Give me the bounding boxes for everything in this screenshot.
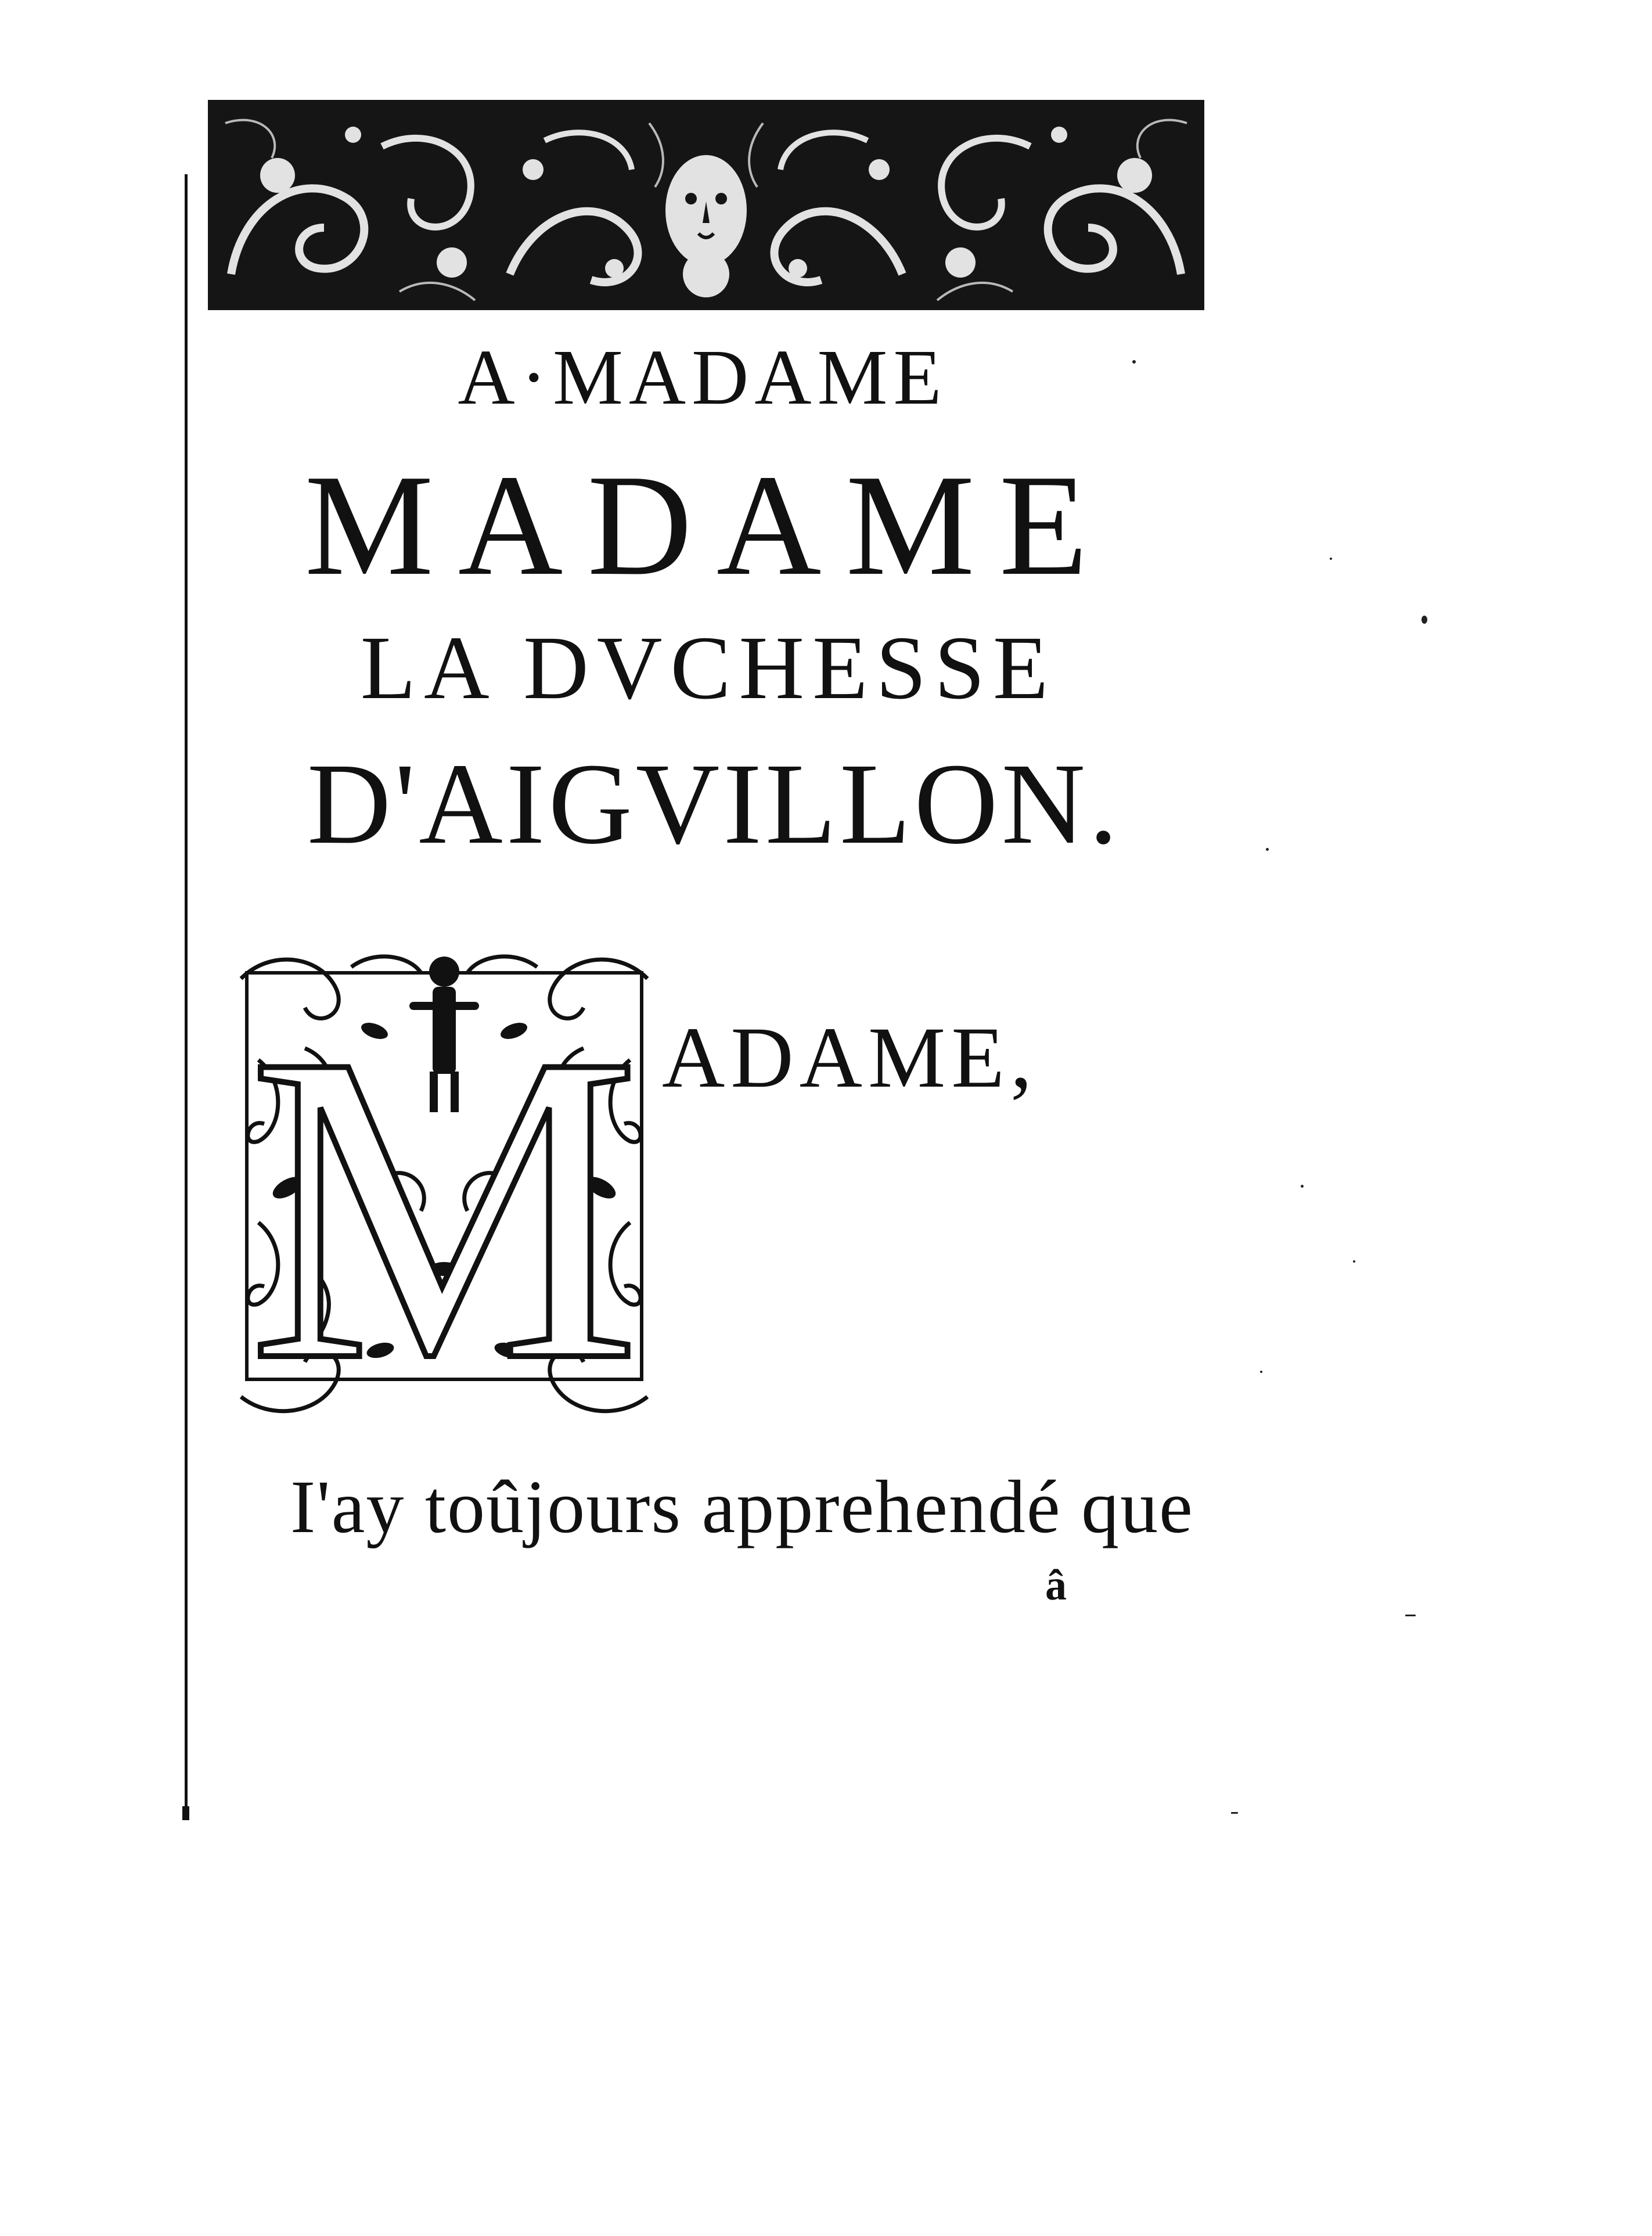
ornamental-headpiece-icon bbox=[208, 100, 1204, 310]
ink-speck bbox=[1421, 616, 1427, 624]
ink-speck bbox=[1266, 848, 1269, 851]
ink-speck bbox=[1260, 1371, 1262, 1373]
title-line-1: A·MADAME bbox=[458, 334, 948, 421]
title-line-4: D'AIGVILLON. bbox=[307, 740, 1122, 868]
ink-speck bbox=[1132, 360, 1136, 364]
gutter-rule bbox=[185, 174, 188, 1818]
title-line-3: LA DVCHESSE bbox=[360, 617, 1057, 718]
ink-speck bbox=[1405, 1615, 1416, 1616]
salutation: ADAME, bbox=[662, 1009, 1038, 1106]
gutter-mark bbox=[182, 1806, 189, 1820]
ink-speck bbox=[1330, 558, 1332, 560]
body-text-line: I'ay toûjours apprehendé que bbox=[290, 1465, 1194, 1549]
ink-speck bbox=[1353, 1260, 1355, 1263]
ink-speck bbox=[1231, 1812, 1238, 1814]
ink-speck bbox=[1301, 1185, 1304, 1188]
initial-letter: M bbox=[248, 964, 640, 1420]
title-line-2: MADAME bbox=[304, 445, 1113, 606]
catchword: â bbox=[1045, 1562, 1067, 1609]
decorated-initial-icon bbox=[235, 944, 653, 1420]
